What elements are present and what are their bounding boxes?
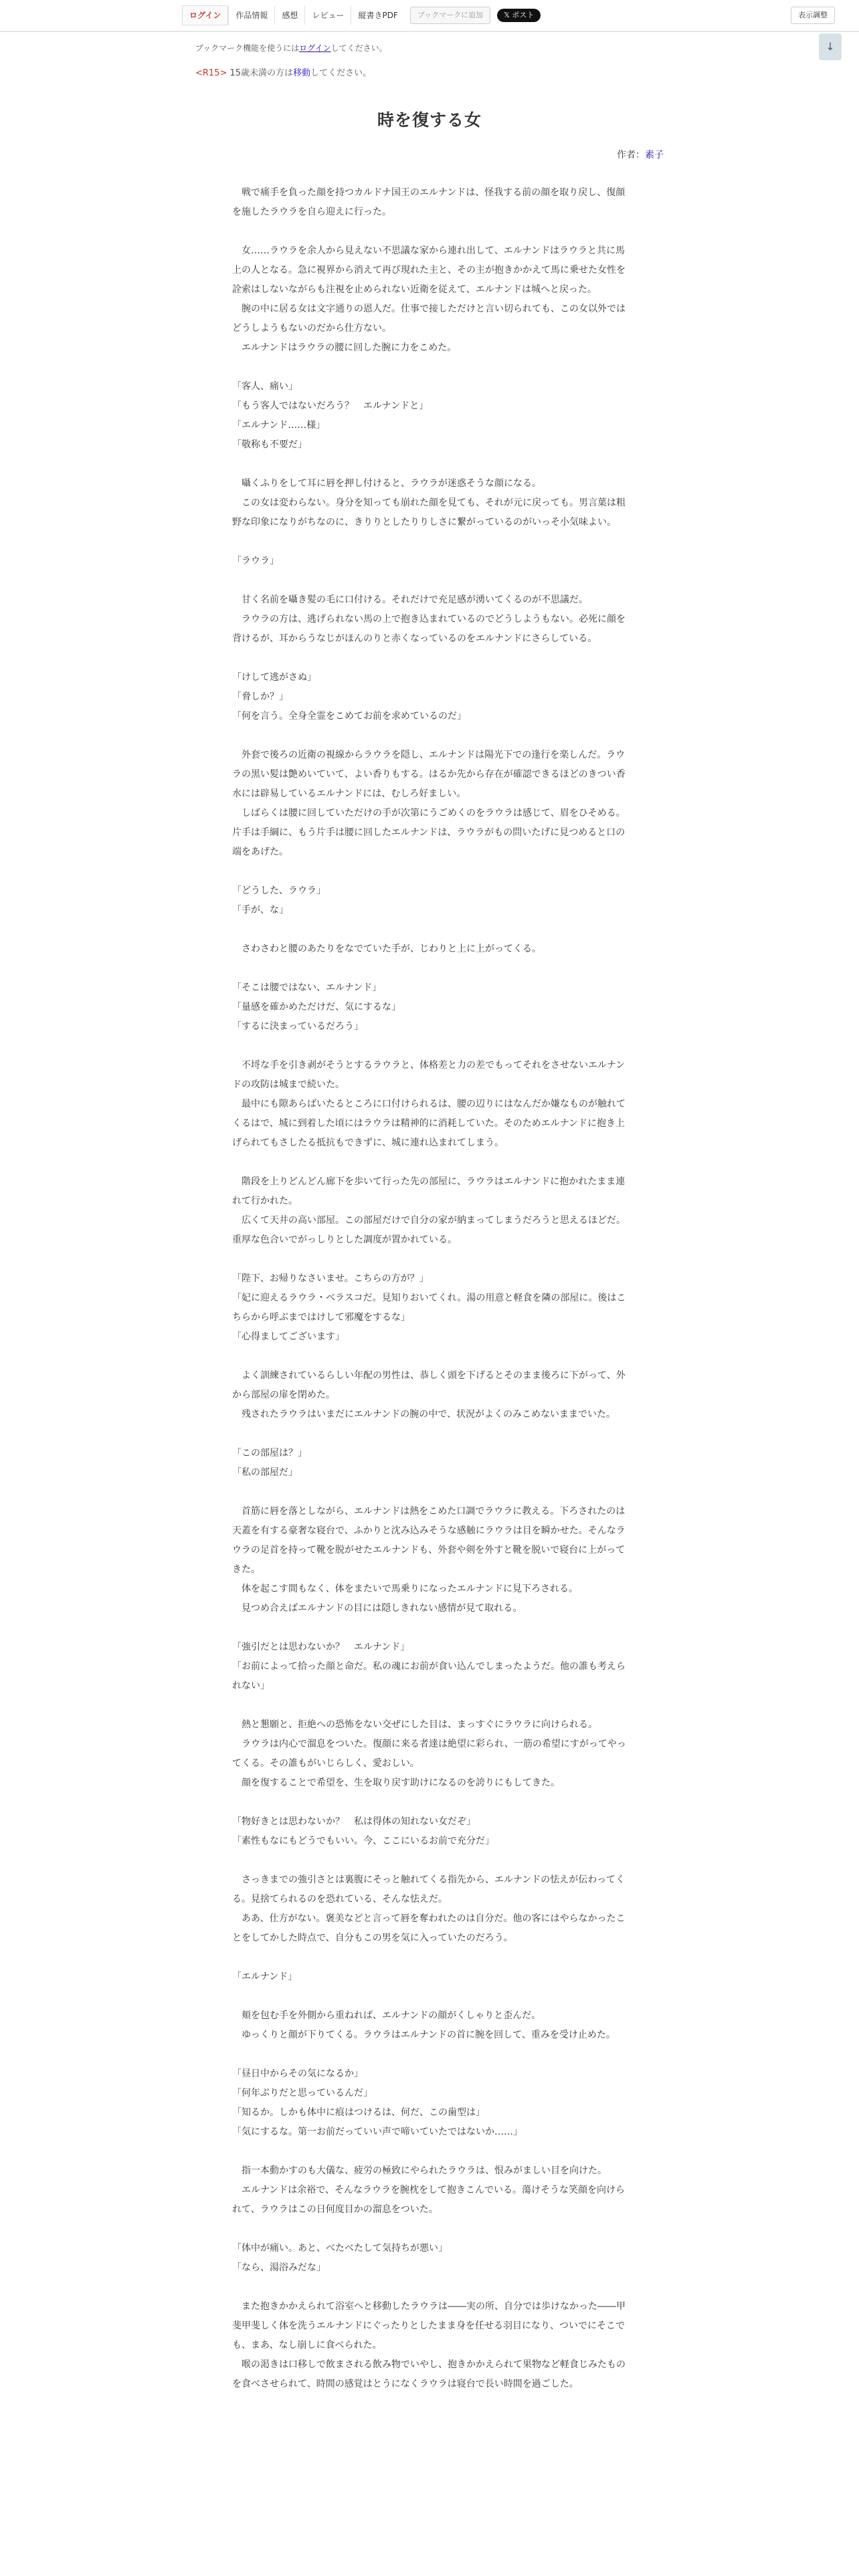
novel-paragraph (232, 1851, 627, 1870)
novel-paragraph (232, 2220, 627, 2239)
novel-paragraph: さわさわと腰のあたりをなでていた手が、じわりと上に上がってくる。 (232, 944, 541, 954)
add-bookmark-button[interactable]: ブックマークに追加 (410, 7, 490, 24)
novel-paragraph (232, 571, 627, 591)
novel-paragraph: 「ラウラ」 (232, 556, 279, 566)
vertical-pdf-link[interactable]: 縦書きPDF (351, 6, 404, 25)
novel-paragraph (232, 1153, 627, 1172)
novel-paragraph: また抱きかかえられて浴室へと移動したラウラは――実の所、自分では歩けなかった――甲斐甲斐しく体を洗うエルナンドにぐったりとしたまま身を任せる羽目になり、ついでにそこでも、まあ、なし崩しに食べられた。 喉の渇きは口移しで飲まされる飲み物でいやし、抱きかかえられて果物など軽食じみたものを食べさせられて、時間の感覚はとうになくラウラは寝台で長い時間を過ごした。 (232, 2301, 626, 2389)
r15-notice-text: 15歳未満の方は (229, 68, 294, 78)
novel-paragraph (232, 1696, 627, 1715)
novel-paragraph: よく訓練されているらしい年配の男性は、恭しく頭を下げるとそのまま後ろに下がって、外から部屋の扉を閉めた。 残されたラウラはいまだにエルナンドの腕の中で、状況がよくのみこめないままでいた。 (232, 1370, 626, 1420)
login-button[interactable]: ログイン (182, 5, 228, 25)
novel-paragraph: 戦で痛手を負った顔を持つカルドナ国王のエルナンドは、怪我する前の顔を取り戻し、復顔を施したラウラを自ら迎えに行った。 (232, 187, 626, 217)
novel-paragraph (232, 1483, 627, 1502)
impressions-link[interactable]: 感想 (274, 6, 304, 25)
author-label: 作者： (617, 150, 645, 160)
novel-paragraph (232, 920, 627, 940)
header-nav (182, 6, 541, 25)
novel-paragraph (232, 1424, 627, 1444)
novel-paragraph (232, 2045, 627, 2064)
x-post-button[interactable]: 𝕏 ポスト (497, 9, 541, 22)
novel-paragraph: 「昼日中からその気になるか」 「何年ぶりだと思っているんだ」 「知るか。しかも体中に痕はつけるは、何だ、この歯型は」 「気にするな。第一お前だっていい声で啼いていたではないか……」 (232, 2068, 522, 2137)
novel-paragraph: 「けして逃がさぬ」 「脅しか？」 「何を言う。全身全霊をこめてお前を求めているのだ」 (232, 672, 466, 722)
novel-paragraph (232, 862, 627, 881)
novel-paragraph (232, 1793, 627, 1812)
novel-paragraph: 外套で後ろの近衛の視線からラウラを隠し、エルナンドは陽光下での逢行を楽しんだ。ラウラの黒い髪は艶めいていて、よい香りもする。はるか先から存在が確認できるほどのきつい香水には辟易しているエルナンドには、むしろ好ましい。 しばらくは腰に回していただけの手が次第にうごめくのをラウラは感じて、眉をひそめる。片手は手綱に、もう片手は腰に回したエルナンドは、ラウラがもの問いたげに見つめると口の端をあげた。 (232, 750, 626, 857)
novel-paragraph (232, 959, 627, 978)
login-link[interactable]: ログイン (299, 43, 331, 53)
display-settings-button[interactable]: 表示調整 (791, 7, 835, 24)
novel-paragraph: 「どうした、ラウラ」 「手が、な」 (232, 885, 326, 916)
bookmark-notice-text: ブックマーク機能を使うには (195, 43, 300, 53)
novel-info-link[interactable]: 作品情報 (228, 6, 274, 25)
novel-paragraph: 甘く名前を囁き髪の毛に口付ける。それだけで充足感が湧いてくるのが不思議だ。 ラウラの方は、逃げられない馬の上で抱き込まれているのでどうしようもない。必死に顔を背けるが、耳からうなじがほんのりと赤くなっているのをエルナンドにさらしている。 (232, 595, 626, 644)
novel-paragraph: 階段を上りどんどん廊下を歩いて行った先の部屋に、ラウラはエルナンドに抱かれたまま連れて行かれた。 広くて天井の高い部屋。この部屋だけで自分の家が納まってしまうだろうと思えるほどだ。重厚な色合いでがっしりとした調度が置かれている。 (232, 1176, 626, 1245)
novel-title: 時を復する女 (377, 110, 482, 130)
novel-paragraph (232, 222, 627, 241)
novel-paragraph: 頬を包む手を外側から重ねれば、エルナンドの顔がくしゃりと歪んだ。 ゆっくりと顔が下りてくる。ラウラはエルナンドの首に腕を回して、重みを受け止めた。 (241, 2010, 615, 2040)
novel-paragraph (232, 1250, 627, 1269)
novel-paragraph: 熱と懇願と、拒絶への恐怖をない交ぜにした目は、まっすぐにラウラに向けられる。 ラウラは内心で溜息をついた。復顔に来る者達は絶望に彩られ、一筋の希望にすがってやってくる。その誰もがいじらしく、愛おしい。 顔を復することで希望を、生を取り戻す助けになるのを誇りにもしてきた。 (232, 1719, 626, 1788)
novel-paragraph (232, 1037, 627, 1056)
novel-paragraph: 「そこは腰ではない、エルナンド」 「量感を確かめただけだ、気にするな」 「するに決まっているだろう」 (232, 982, 401, 1032)
novel-paragraph (232, 358, 627, 377)
author-line (617, 148, 664, 161)
novel-paragraph (232, 532, 627, 552)
reviews-link[interactable]: レビュー (304, 6, 351, 25)
move-away-link[interactable]: 移動 (293, 68, 311, 78)
novel-paragraph (232, 726, 627, 746)
novel-paragraph (232, 1948, 627, 1967)
author-link[interactable]: 素子 (645, 150, 664, 160)
top-navigation-bar (0, 0, 859, 32)
novel-paragraph: 「強引だとは思わないか？ エルナンド」 「お前によって拾った顔と命だ。私の魂にお前が食い込んでしまったようだ。他の誰も考えられない」 (232, 1642, 626, 1691)
arrow-down-icon: ↓ (826, 40, 835, 53)
bookmark-login-notice (195, 42, 387, 53)
novel-paragraph (232, 1618, 627, 1638)
novel-paragraph (232, 2142, 627, 2161)
r15-tag: <R15> (195, 68, 227, 78)
novel-body (232, 183, 627, 2394)
novel-paragraph: さっきまでの強引さとは裏腹にそっと触れてくる指先から、エルナンドの怯えが伝わってくる。見捨てられるのを恐れている、そんな怯えだ。 ああ、仕方がない。褒美などと言って唇を奪われたのは自分だ。他の客にはやらなかったことをしてかした時点で、自分もこの男を気に入っていたのだろう。 (232, 1874, 626, 1943)
novel-paragraph: 指一本動かすのも大儀な、疲労の極致にやられたラウラは、恨みがましい目を向けた。 エルナンドは余裕で、そんなラウラを腕枕をして抱きこんでいる。蕩けそうな笑顔を向けられて、ラウラはこの日何度目かの溜息をついた。 (232, 2165, 626, 2215)
novel-paragraph: 「物好きとは思わないか？ 私は得体の知れない女だぞ」 「素性もなにもどうでもいい。今、ここにいるお前で充分だ」 (232, 1816, 494, 1846)
novel-paragraph: 「客人、痛い」 「もう客人ではないだろう？ エルナンドと」 「エルナンド……様」 「敬称も不要だ」 (232, 381, 429, 450)
bookmark-notice-suffix: してください。 (330, 43, 387, 53)
scroll-down-button[interactable] (819, 33, 842, 60)
novel-paragraph (232, 1347, 627, 1366)
novel-paragraph (232, 1987, 627, 2006)
novel-paragraph (232, 2278, 627, 2297)
r15-notice-suffix: してください。 (310, 68, 372, 78)
novel-paragraph: 女……ラウラを余人から見えない不思議な家から連れ出して、エルナンドはラウラと共に馬上の人となる。急に視界から消えて再び現れた主と、その主が抱きかかえて馬に乗せた女性を詮索はしないながらも注視を止められない近衛を従えて、エルナンドは城へと戻った。 腕の中に居る女は文字通りの恩人だ。仕事で接しただけと言い切られても、この女以外ではどうしようもないのだから仕方ない。 エルナンドはラウラの腰に回した腕に力をこめた。 (232, 245, 626, 353)
novel-paragraph: 囁くふりをして耳に唇を押し付けると、ラウラが迷惑そうな顔になる。 この女は変わらない。身分を知っても崩れた顔を見ても、それが元に戻っても。男言葉は粗野な印象になりがちなのに、きりりとしたりりしさに繋がっているのがいっそ小気味よい。 (232, 478, 626, 528)
novel-paragraph: 不埒な手を引き剥がそうとするラウラと、体格差と力の差でもってそれをさせないエルナンドの攻防は城まで続いた。 最中にも隙あらばいたるところに口付けられるは、腰の辺りにはなんだか嫌なものが触れてくるはで、城に到着した頃にはラウラは精神的に消耗していた。そのためエルナンドに抱き上げられてもさしたる抵抗もできずに、城に連れ込まれてしまう。 (232, 1060, 626, 1148)
novel-paragraph (232, 649, 627, 668)
novel-paragraph: 「この部屋は？」 「私の部屋だ」 (232, 1448, 307, 1478)
novel-paragraph: 「体中が痛い。あと、べたべたして気持ちが悪い」 「なら、湯浴みだな」 (232, 2243, 448, 2273)
novel-paragraph: 「エルナンド」 (232, 1971, 298, 1982)
novel-paragraph: 「陛下、お帰りなさいませ。こちらの方が？」 「妃に迎えるラウラ・ベラスコだ。見知りおいてくれ。湯の用意と軽食を隣の部屋に。後はこちらから呼ぶまではけして邪魔をするな」 「心得ましてございます」 (232, 1273, 626, 1342)
r15-notice (195, 66, 371, 78)
novel-paragraph (232, 455, 627, 474)
novel-paragraph: 首筋に唇を落としながら、エルナンドは熱をこめた口調でラウラに教える。下ろされたのは天蓋を有する豪奢な寝台で、ふかりと沈み込みそうな感触にラウラは目を瞬かせた。そんなラウラの足首を持って靴を脱がせたエルナンドも、外套や剣を外すと靴を脱いで寝台に上がってきた。 体を起こす間もなく、体をまたいで馬乗りになったエルナンドに見下ろされる。 見つめ合えばエルナンドの目には隠しきれない感情が見て取れる。 (232, 1506, 626, 1614)
